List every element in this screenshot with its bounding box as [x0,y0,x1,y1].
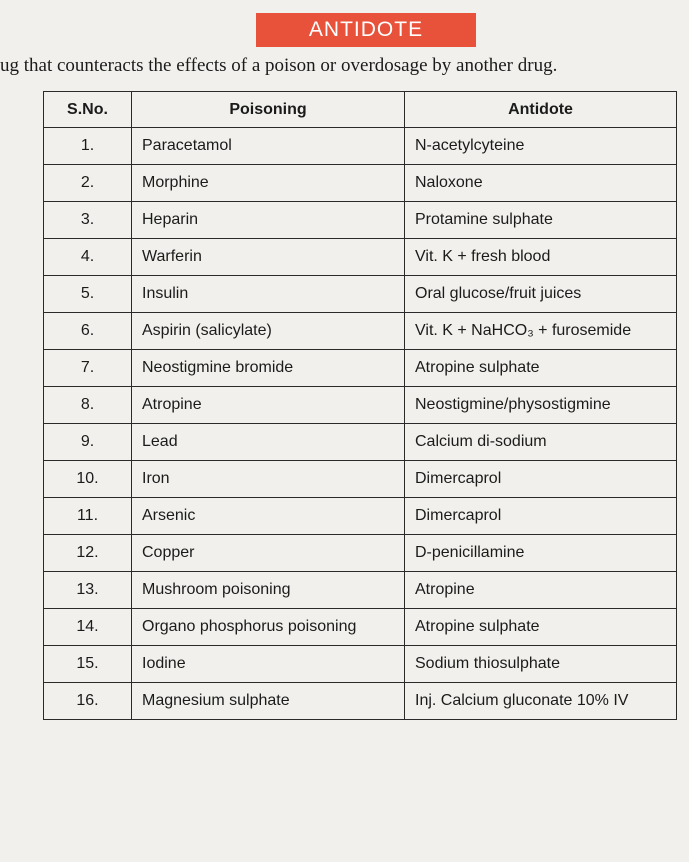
cell-sno: 6. [44,313,132,350]
table-row [44,165,677,202]
cell-antidote: Sodium thiosulphate [405,646,677,683]
cell-poisoning: Magnesium sulphate [132,683,405,720]
cell-antidote: Oral glucose/fruit juices [405,276,677,313]
cell-sno: 13. [44,572,132,609]
cell-poisoning: Warferin [132,239,405,276]
cell-sno: 10. [44,461,132,498]
cell-sno: 3. [44,202,132,239]
cell-poisoning: Iodine [132,646,405,683]
cell-antidote: Inj. Calcium gluconate 10% IV [405,683,677,720]
cell-antidote: Dimercaprol [405,498,677,535]
cell-antidote: Dimercaprol [405,461,677,498]
cell-poisoning: Mushroom poisoning [132,572,405,609]
cell-poisoning: Morphine [132,165,405,202]
cell-sno: 1. [44,128,132,165]
table-header-row [44,92,677,128]
cell-sno: 14. [44,609,132,646]
cell-antidote: Atropine [405,572,677,609]
cell-poisoning: Organo phosphorus poisoning [132,609,405,646]
header-sno: S.No. [44,92,132,128]
cell-antidote: Atropine sulphate [405,350,677,387]
page-title: ANTIDOTE [256,13,476,47]
cell-poisoning: Iron [132,461,405,498]
table-row [44,461,677,498]
table-row [44,239,677,276]
table-row [44,276,677,313]
table-row [44,128,677,165]
cell-poisoning: Insulin [132,276,405,313]
table-row [44,313,677,350]
table-row [44,498,677,535]
table-row [44,609,677,646]
cell-poisoning: Copper [132,535,405,572]
cell-sno: 8. [44,387,132,424]
cell-antidote: Calcium di-sodium [405,424,677,461]
header-poisoning: Poisoning [132,92,405,128]
cell-antidote: N-acetylcyteine [405,128,677,165]
cell-sno: 16. [44,683,132,720]
cell-poisoning: Atropine [132,387,405,424]
cell-poisoning: Heparin [132,202,405,239]
cell-sno: 9. [44,424,132,461]
table-row [44,202,677,239]
cell-poisoning: Aspirin (salicylate) [132,313,405,350]
cell-antidote: Atropine sulphate [405,609,677,646]
table-row [44,350,677,387]
cell-antidote: Naloxone [405,165,677,202]
cell-poisoning: Neostigmine bromide [132,350,405,387]
antidote-table [43,91,677,720]
header-antidote: Antidote [405,92,677,128]
table-row [44,646,677,683]
cell-sno: 2. [44,165,132,202]
table-row [44,683,677,720]
cell-antidote: Protamine sulphate [405,202,677,239]
table-row [44,424,677,461]
cell-antidote: D-penicillamine [405,535,677,572]
cell-antidote: Neostigmine/physostigmine [405,387,677,424]
table-row [44,535,677,572]
cell-poisoning: Lead [132,424,405,461]
cell-sno: 12. [44,535,132,572]
table-row [44,387,677,424]
cell-sno: 7. [44,350,132,387]
cell-poisoning: Arsenic [132,498,405,535]
cell-sno: 11. [44,498,132,535]
cell-sno: 15. [44,646,132,683]
cell-poisoning: Paracetamol [132,128,405,165]
cell-antidote: Vit. K + NaHCO₃ + furosemide [405,313,677,350]
cell-sno: 5. [44,276,132,313]
definition-text: ug that counteracts the effects of a poison or overdosage by another drug. [0,55,558,76]
cell-sno: 4. [44,239,132,276]
table-body [44,128,677,720]
table-row [44,572,677,609]
cell-antidote: Vit. K + fresh blood [405,239,677,276]
